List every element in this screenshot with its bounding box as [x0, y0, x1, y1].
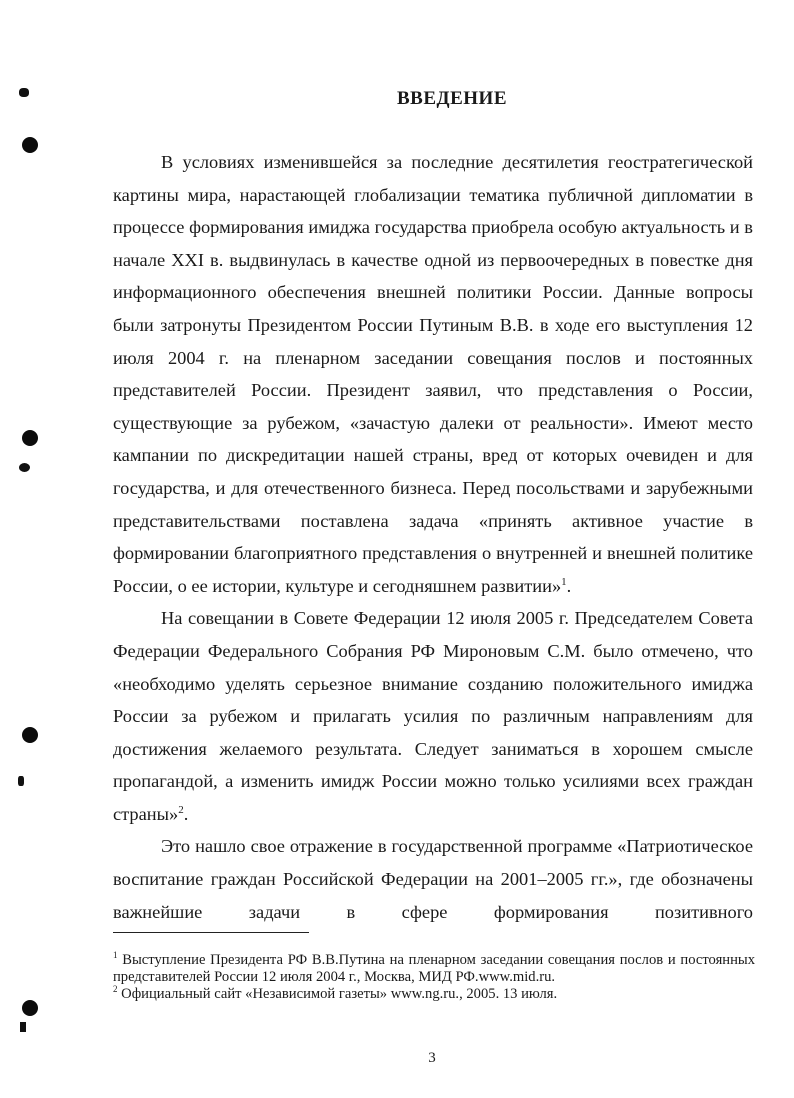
punch-hole-mark	[22, 1000, 38, 1016]
footnote-number: 2	[113, 984, 118, 995]
paragraph-text: В условиях изменившейся за последние десятилетия геостратегической картины мира, нарастающей глобализации тематика публичной дипломатии в процессе формирования имиджа государства приобрела особую актуальность и в начале XXI в. выдвинулась в качестве одной из первоочередных в повестке дня информационного обеспечения внешней политики России. Данные вопросы были затронуты Президентом России Путиным В.В. в ходе его выступления 12 июля 2004 г. на пленарном заседании совещания послов и постоянных представителей России. Президент заявил, что представления о России, существующие за рубежом, «зачастую далеки от реальности». Имеют место кампании по дискредитации нашей страны, вред от которых очевиден и для государства, и для отечественного бизнеса. Перед посольствами и зарубежными представительствами поставлена задача «принять активное участие в формировании благоприятного представления о внутренней и внешней политике России, о ее истории, культуре и сегодняшнем развитии»	[113, 152, 753, 596]
footnote-item	[113, 986, 755, 1003]
paragraph-tail: .	[566, 575, 572, 596]
paragraph	[113, 602, 753, 830]
page-title: ВВЕДЕНИЕ	[397, 88, 507, 109]
scan-speck-mark	[20, 1022, 26, 1032]
footnotes	[113, 952, 755, 1003]
footnote-reference[interactable]: 2	[178, 803, 184, 816]
footnote-text: Выступление Президента РФ В.В.Путина на пленарном заседании совещания послов и постоянных представителей России 12 июля 2004 г., Москва, МИД РФ.www.mid.ru.	[113, 952, 756, 985]
scan-speck-mark	[18, 776, 24, 786]
footnote-reference[interactable]: 1	[561, 575, 567, 588]
punch-hole-mark	[22, 137, 38, 153]
page-number: 3	[428, 1050, 436, 1066]
paragraph	[113, 146, 753, 602]
punch-hole-mark	[22, 430, 38, 446]
punch-hole-mark	[22, 727, 38, 743]
paragraph-text: На совещании в Совете Федерации 12 июля 2005 г. Председателем Совета Федерации Федерального Собрания РФ Мироновым С.М. было отмечено, что «необходимо уделять серьезное внимание созданию положительного имиджа России за рубежом и прилагать усилия по различным направлениям для достижения желаемого результата. Следует заниматься в хорошем смысле пропагандой, а изменить имидж России можно только усилиями всех граждан страны»	[113, 608, 753, 824]
paragraph	[113, 830, 753, 928]
footnote-number: 1	[113, 950, 118, 961]
footnote-divider	[113, 932, 309, 933]
footnote-item	[113, 952, 755, 986]
footnote-text: Официальный сайт «Независимой газеты» www.ng.ru., 2005. 13 июля.	[121, 986, 558, 1002]
body-text	[113, 146, 753, 928]
paragraph-tail: .	[183, 803, 189, 824]
scan-speck-mark	[19, 463, 30, 472]
paragraph-text: Это нашло свое отражение в государственной программе «Патриотическое воспитание граждан Российской Федерации на 2001–2005 гг.», где обозначены важнейшие задачи в сфере формирования позитивного	[113, 836, 753, 922]
